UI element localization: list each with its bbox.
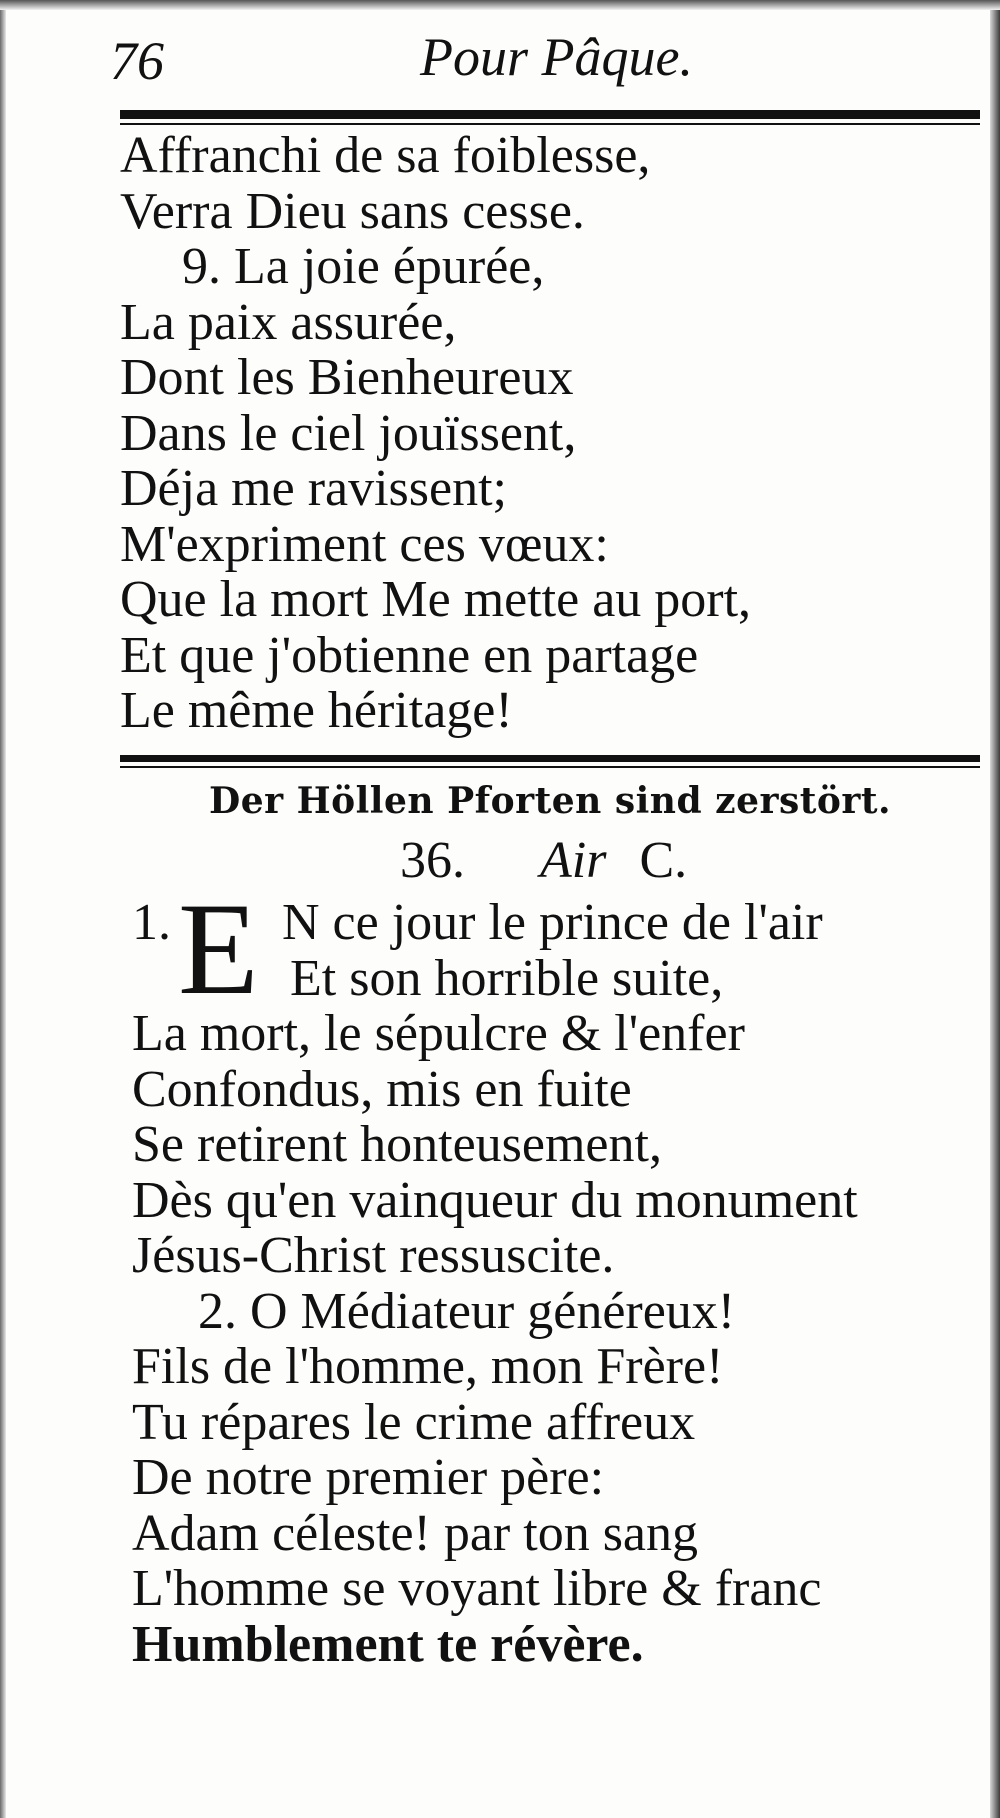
verse-line: Jésus-Christ ressuscite. <box>132 1227 615 1284</box>
hymn-heading <box>400 830 960 892</box>
verse-line: Tu répares le crime affreux <box>132 1393 696 1451</box>
verse-line: 9. La joie épurée, <box>182 238 545 295</box>
verse-line: Affranchi de sa foiblesse, <box>120 127 651 184</box>
verse-line: Se retirent honteusement, <box>132 1116 662 1173</box>
verse-line: Verra Dieu sans cesse. <box>120 182 585 240</box>
verse-number: 1. <box>132 894 171 951</box>
page-edge-right <box>990 0 1000 1818</box>
drop-cap: E <box>178 875 259 1022</box>
verse-line: L'homme se voyant libre & franc <box>132 1560 822 1617</box>
verse-line: Le même héritage! <box>120 682 513 739</box>
page-number: 76 <box>110 31 164 91</box>
german-hymn-title: Der Höllen Pforten sind zerstört. <box>208 780 892 822</box>
running-head <box>110 22 980 92</box>
air-label: Air <box>540 832 607 889</box>
verse-line: La paix assurée, <box>120 293 457 351</box>
verse-line: Fils de l'homme, mon Frère! <box>132 1338 724 1395</box>
section-rule <box>120 755 980 762</box>
top-rule-thin <box>120 123 980 125</box>
verse-line: Confondus, mis en fuite <box>132 1060 632 1118</box>
page-edge-left <box>0 0 6 1818</box>
page-edge-top <box>0 0 1000 10</box>
hymn-number: 36. <box>400 832 465 889</box>
verse-line: Humblement te révère. <box>132 1615 644 1673</box>
verse-line: 2. O Médiateur généreux! <box>198 1282 736 1340</box>
verse-line: La mort, le sépulcre & l'enfer <box>132 1005 745 1062</box>
verse-line: Dans le ciel jouïssent, <box>120 404 577 462</box>
air-mode: C. <box>639 832 688 889</box>
verse-line: Adam céleste! par ton sang <box>132 1504 699 1562</box>
verse-line: Et son horrible suite, <box>290 949 724 1007</box>
verse-line: De notre premier père: <box>132 1449 605 1506</box>
verse-line: Dont les Bienheureux <box>120 349 574 406</box>
verse-line: M'expriment ces vœux: <box>120 515 609 573</box>
hymn-end-stanza <box>120 128 980 739</box>
verse-line: Que la mort Me mette au port, <box>120 571 752 628</box>
verse-line: Déja me ravissent; <box>120 460 507 517</box>
running-title: Pour Pâque. <box>420 27 693 87</box>
verse-line: Et que j'obtienne en partage <box>120 626 699 684</box>
hymn-36-text <box>120 875 980 1673</box>
section-rule-thin <box>120 766 980 768</box>
opening-lines <box>120 875 980 1022</box>
top-rule <box>120 110 980 119</box>
verse-line: Dès qu'en vainqueur du monument <box>132 1171 858 1229</box>
verse-line: N ce jour le prince de l'air <box>282 894 823 951</box>
